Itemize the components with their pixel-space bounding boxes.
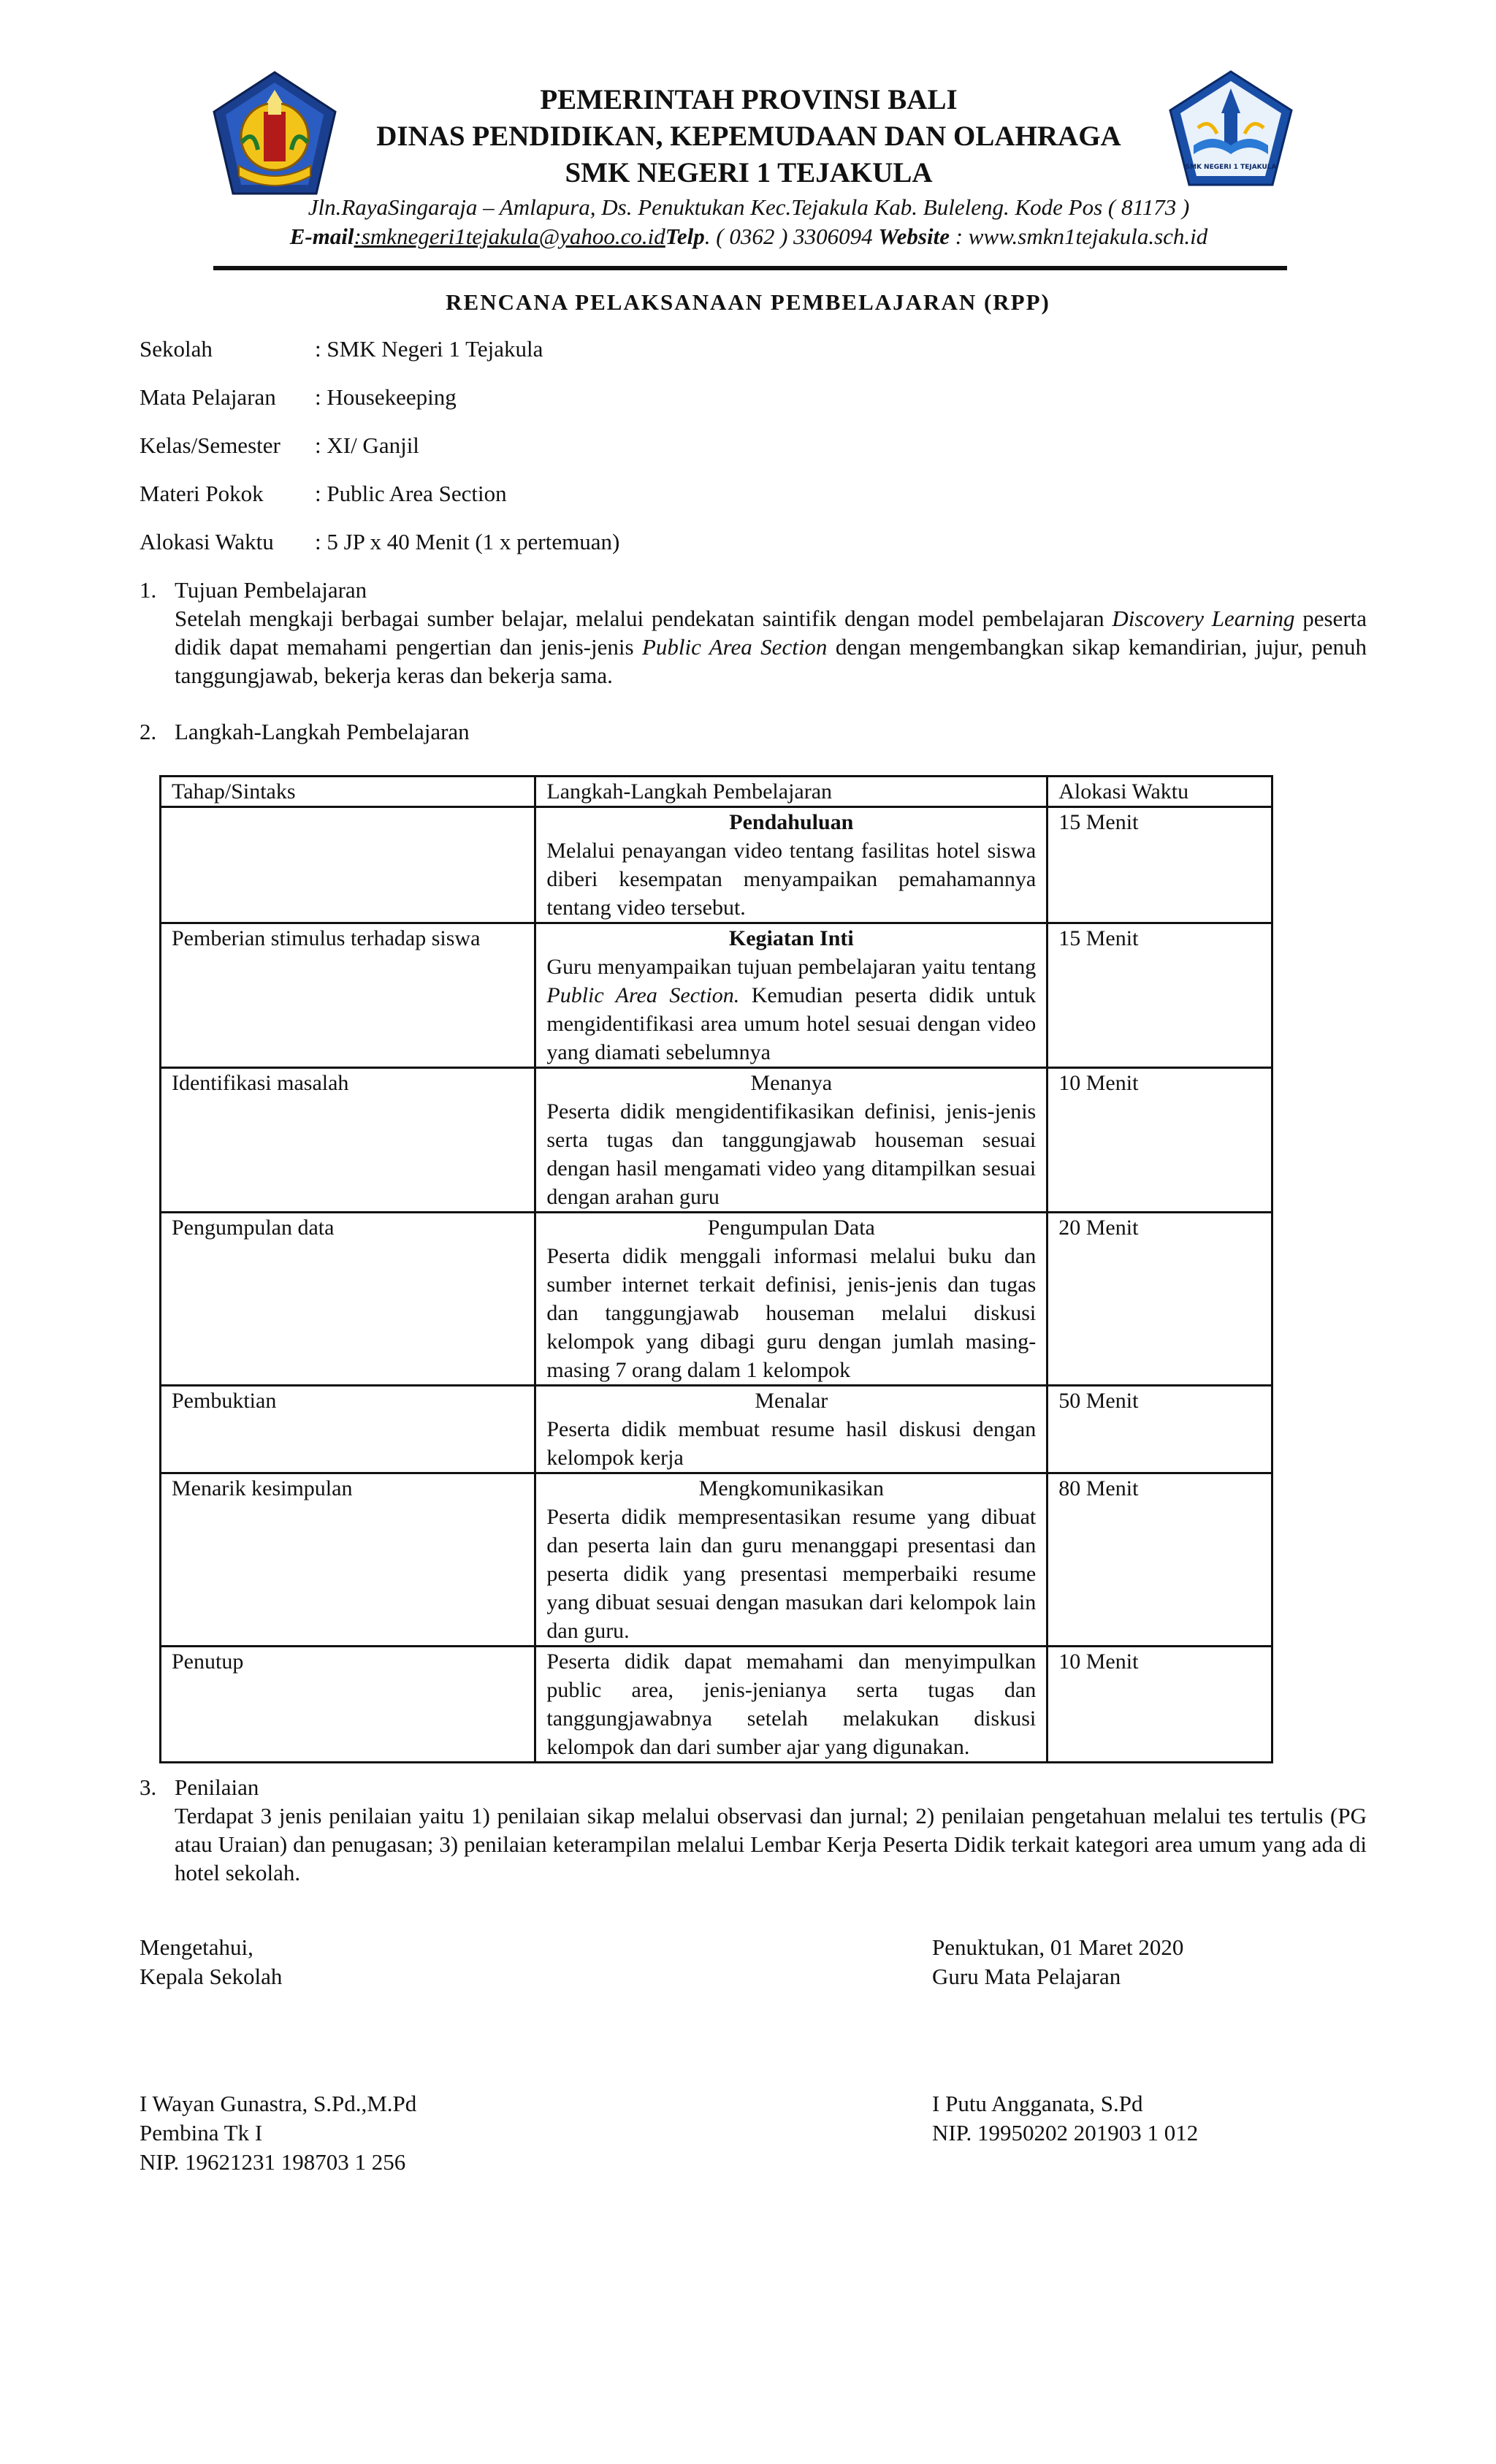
steps-cell	[535, 807, 1047, 923]
learning-steps-table	[159, 775, 1273, 1763]
column-header: Alokasi Waktu	[1047, 777, 1272, 807]
column-header: Tahap/Sintaks	[161, 777, 535, 807]
identity-row	[140, 479, 619, 527]
step-text-italic: Public Area Section.	[546, 983, 740, 1007]
section-assessment	[140, 1773, 1367, 1887]
signature-block-left	[140, 1933, 416, 2177]
sign-line: Penuktukan, 01 Maret 2020	[932, 1934, 1184, 1960]
body-text: dengan mengembangkan sikap kemandirian, jujur, penuh tanggungjawab, bekerja keras dan bekerja sama.	[175, 634, 1367, 688]
identity-key: Alokasi Waktu	[140, 529, 274, 554]
time-cell: 10 Menit	[1047, 1647, 1272, 1763]
website-label: Website	[878, 224, 950, 249]
step-text: Peserta didik menggali informasi melalui buku dan sumber internet terkait definisi, jenis-jenis dan tugas dan tanggungjawab houseman melalui diskusi kelompok yang dibagi guru dengan jumlah masing-masing 7 orang dalam 1 kelompok	[546, 1244, 1037, 1382]
sign-line: Mengetahui,	[140, 1934, 253, 1960]
table-row	[161, 1386, 1272, 1473]
section-steps	[140, 717, 1367, 746]
identity-row	[140, 431, 619, 479]
stage-cell: Pembuktian	[161, 1386, 535, 1473]
letterhead-line-2: DINAS PENDIDIKAN, KEPEMUDAAN DAN OLAHRAGA	[376, 121, 1121, 152]
steps-cell	[535, 1647, 1047, 1763]
section-heading: Langkah-Langkah Pembelajaran	[175, 719, 470, 744]
step-text: Peserta didik membuat resume hasil diskusi dengan kelompok kerja	[546, 1417, 1037, 1470]
steps-cell	[535, 923, 1047, 1068]
email-label: E-mail	[289, 224, 354, 249]
time-cell: 20 Menit	[1047, 1213, 1272, 1386]
stage-cell: Penutup	[161, 1647, 535, 1763]
step-text	[546, 953, 1036, 1067]
section-heading: Tujuan Pembelajaran	[175, 577, 367, 603]
step-text: Peserta didik dapat memahami dan menyimpulkan public area, jenis-jenianya serta tugas dan tanggungjawabnya setelah melakukan diskusi kelompok dan dari sumber ajar yang digunakan.	[546, 1649, 1037, 1759]
telp-value: . ( 0362 ) 3306094	[704, 224, 873, 249]
time-cell: 15 Menit	[1047, 923, 1272, 1068]
step-title: Menanya	[750, 1071, 833, 1095]
stage-cell: Identifikasi masalah	[161, 1068, 535, 1213]
steps-cell	[535, 1386, 1047, 1473]
identity-value: : XI/ Ganjil	[315, 432, 419, 458]
step-text-part: Kemudian peserta didik untuk mengidentifikasi area umum hotel sesuai dengan video yang diamati sebelumnya	[546, 983, 1037, 1064]
stage-cell: Menarik kesimpulan	[161, 1473, 535, 1647]
time-cell: 50 Menit	[1047, 1386, 1272, 1473]
step-text: Peserta didik mengidentifikasikan definisi, jenis-jenis serta tugas dan tanggungjawab houseman sesuai dengan hasil mengamati video yang ditampilkan sesuai dengan arahan guru	[546, 1099, 1037, 1209]
document-title: RENCANA PELAKSANAAN PEMBELAJARAN (RPP)	[446, 289, 1050, 315]
sign-role: Kepala Sekolah	[140, 1964, 283, 1989]
identity-value: : Housekeeping	[315, 384, 457, 410]
table-header-row	[161, 777, 1272, 807]
identity-row	[140, 527, 619, 576]
table-row	[161, 1473, 1272, 1647]
stage-cell: Pemberian stimulus terhadap siswa	[161, 923, 535, 1068]
step-title: Pengumpulan Data	[707, 1216, 875, 1240]
stage-cell	[161, 807, 535, 923]
letterhead-contact	[190, 222, 1308, 251]
step-title: Kegiatan Inti	[728, 926, 854, 950]
section-body: Terdapat 3 jenis penilaian yaitu 1) penilaian sikap melalui observasi dan jurnal; 2) penilaian pengetahuan melalui tes tertulis (PG atau Uraian) dan penugasan; 3) penilaian keterampilan melalui Lembar Kerja Peserta Didik terkait kategori area umum yang ada di hotel sekolah.	[175, 1803, 1367, 1885]
email-link[interactable]: :smknegeri1tejakula@yahoo.co.id	[354, 224, 665, 249]
body-text: Setelah mengkaji berbagai sumber belajar, melalui pendekatan saintifik dengan model pembelajaran	[175, 606, 1113, 631]
signatory-nip: NIP. 19621231 198703 1 256	[140, 2149, 406, 2175]
steps-cell	[535, 1213, 1047, 1386]
step-title: Pendahuluan	[729, 810, 854, 834]
identity-row	[140, 335, 619, 383]
letterhead-line-3: SMK NEGERI 1 TEJAKULA	[565, 157, 933, 188]
signatory-nip: NIP. 19950202 201903 1 012	[932, 2120, 1199, 2145]
time-cell: 10 Menit	[1047, 1068, 1272, 1213]
section-number: 2.	[140, 719, 157, 744]
website-value: : www.smkn1tejakula.sch.id	[955, 224, 1208, 249]
signatory-rank: Pembina Tk I	[140, 2120, 263, 2145]
section-number: 3.	[140, 1774, 157, 1800]
section-body	[140, 604, 1367, 690]
signature-block-right	[932, 1933, 1198, 2148]
header-divider	[213, 266, 1287, 270]
identity-row	[140, 383, 619, 431]
step-title: Menalar	[755, 1389, 828, 1413]
identity-value: : Public Area Section	[315, 481, 507, 506]
table-row	[161, 807, 1272, 923]
step-text: Melalui penayangan video tentang fasilitas hotel siswa diberi kesempatan menyampaikan pemahamannya tentang video tersebut.	[546, 839, 1037, 920]
identity-block	[140, 335, 619, 576]
signatory-name: I Putu Angganata, S.Pd	[932, 2091, 1143, 2116]
letterhead	[190, 82, 1308, 251]
time-cell: 15 Menit	[1047, 807, 1272, 923]
table-row	[161, 1068, 1272, 1213]
identity-value: : 5 JP x 40 Menit (1 x pertemuan)	[315, 529, 620, 554]
stage-cell: Pengumpulan data	[161, 1213, 535, 1386]
body-text-italic: Discovery Learning	[1112, 606, 1295, 631]
section-number: 1.	[140, 577, 157, 603]
steps-cell	[535, 1068, 1047, 1213]
section-objectives	[140, 576, 1367, 690]
time-cell: 80 Menit	[1047, 1473, 1272, 1647]
identity-key: Kelas/Semester	[140, 432, 280, 458]
telp-label: Telp	[665, 224, 705, 249]
identity-key: Mata Pelajaran	[140, 384, 276, 410]
body-text-italic: Public Area Section	[641, 634, 828, 660]
section-heading: Penilaian	[175, 1774, 259, 1800]
right-logo-caption: SMK NEGERI 1 TEJAKULA	[1185, 164, 1277, 171]
table-row	[161, 1213, 1272, 1386]
table-row	[161, 1647, 1272, 1763]
letterhead-line-1: PEMERINTAH PROVINSI BALI	[540, 84, 958, 115]
identity-key: Materi Pokok	[140, 481, 264, 506]
steps-cell	[535, 1473, 1047, 1647]
letterhead-address: Jln.RayaSingaraja – Amlapura, Ds. Penuktukan Kec.Tejakula Kab. Buleleng. Kode Pos ( 81173 )	[308, 194, 1190, 220]
identity-value: : SMK Negeri 1 Tejakula	[315, 336, 543, 362]
signatory-name: I Wayan Gunastra, S.Pd.,M.Pd	[140, 2091, 417, 2116]
step-title: Mengkomunikasikan	[698, 1476, 884, 1500]
table-row	[161, 923, 1272, 1068]
step-text-part: Guru menyampaikan tujuan pembelajaran yaitu tentang	[546, 955, 1037, 979]
sign-role: Guru Mata Pelajaran	[932, 1964, 1121, 1989]
body-text: peserta didik dapat memahami pengertian dan jenis-jenis	[175, 606, 1367, 660]
step-text: Peserta didik mempresentasikan resume yang dibuat dan peserta lain dan guru menanggapi presentasi dan peserta didik yang presentasi memperbaiki resume yang dibuat sesuai dengan masukan dari kelompok lain dan guru.	[546, 1505, 1037, 1643]
identity-key: Sekolah	[140, 336, 213, 362]
column-header: Langkah-Langkah Pembelajaran	[535, 777, 1047, 807]
